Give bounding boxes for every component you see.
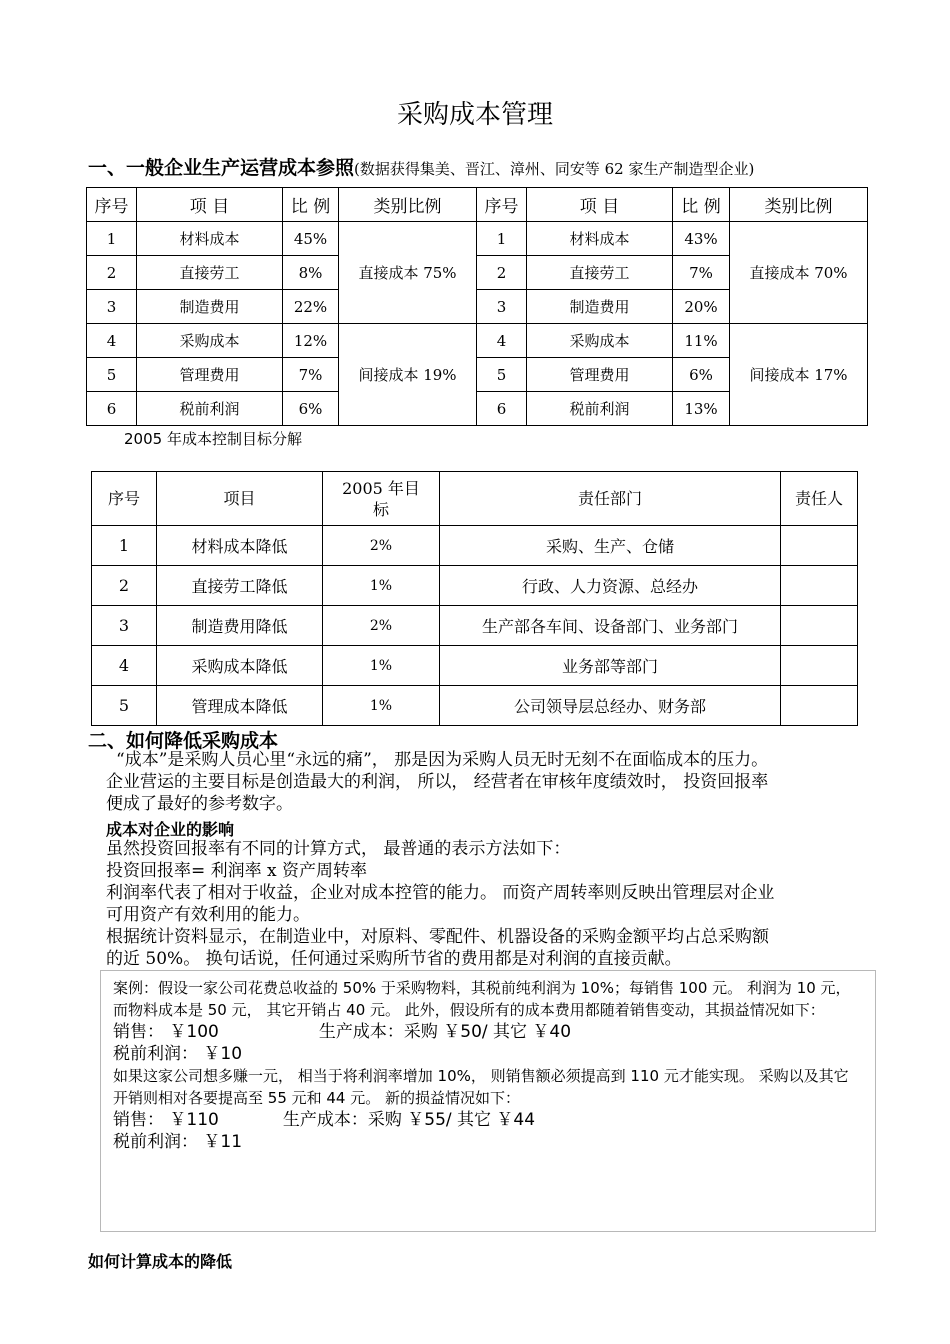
cell-person [781,526,858,566]
cell-item: 直接劳工 [137,256,283,290]
document-title: 采购成本管理 [396,100,553,130]
intro-line: 便成了最好的参考数字。 [106,794,293,814]
cell-item: 材料成本 [137,222,283,256]
cell-dept: 公司领导层总经办、财务部 [440,686,781,726]
header-category: 类别比例 [339,188,477,222]
cell-no: 5 [87,358,137,392]
body-line: 投资回报率= 利润率 x 资产周转率 [106,861,368,881]
table-row [92,686,858,726]
header-target-line1: 2005 年目 [342,478,420,498]
body-line: 利润率代表了相对于收益，企业对成本控管的能力。 而资产周转率则反映出管理层对企业 [106,883,775,903]
cost-reference-table [86,187,868,426]
table-row [92,646,858,686]
cell-group-indirect: 间接成本 17% [730,324,868,426]
table-header-row [92,472,858,526]
header-item: 项 目 [137,188,283,222]
cell-item: 材料成本 [527,222,673,256]
section2-body [106,838,886,970]
cell-target: 2% [323,606,440,646]
section2-heading: 二、如何降低采购成本 [88,730,279,752]
cell-no: 2 [87,256,137,290]
case-pl-line-1 [113,1021,863,1043]
table-header-row [87,188,868,222]
header-no: 序号 [477,188,527,222]
header-ratio: 比 例 [283,188,339,222]
cell-no: 6 [477,392,527,426]
cell-dept: 行政、人力资源、总经办 [440,566,781,606]
cell-no: 1 [477,222,527,256]
cell-target: 1% [323,566,440,606]
cell-dept: 采购、生产、仓储 [440,526,781,566]
section2-subheading: 成本对企业的影响 [106,820,235,839]
cell-no: 1 [87,222,137,256]
cell-target: 1% [323,646,440,686]
body-line: 可用资产有效利用的能力。 [106,905,310,925]
cell-item: 直接劳工 [527,256,673,290]
cell-item: 管理费用 [527,358,673,392]
cell-item: 采购成本降低 [157,646,323,686]
cell-ratio: 45% [283,222,339,256]
cell-item: 采购成本 [527,324,673,358]
section1-note: (数据获得集美、晋江、漳州、同安等 62 家生产制造型企业) [354,160,755,178]
cell-ratio: 7% [283,358,339,392]
case-paragraph-1: 案例：假设一家公司花费总收益的 50% 于采购物料，其税前纯利润为 10%；每销售 100 元。 利润为 10 元， 而物料成本是 50 元， 其它开销占 40 元。 此外，假设所有的成本费用都随着销售变动，其损益情况如下： [113,979,851,1019]
cell-no: 3 [87,290,137,324]
case-sales-1: 销售： ￥100 [113,1022,219,1042]
header-person: 责任人 [781,472,858,526]
case-profit-1: 税前利润： ￥10 [113,1044,243,1064]
cell-person [781,686,858,726]
cell-item: 采购成本 [137,324,283,358]
cell-no: 2 [92,566,157,606]
cell-item: 材料成本降低 [157,526,323,566]
cell-target: 1% [323,686,440,726]
header-ratio: 比 例 [673,188,730,222]
body-line: 虽然投资回报率有不同的计算方式， 最普通的表示方法如下： [106,839,571,859]
cell-ratio: 6% [283,392,339,426]
header-category: 类别比例 [730,188,868,222]
cell-group-direct: 直接成本 75% [339,222,477,324]
cell-no: 6 [87,392,137,426]
cell-dept: 业务部等部门 [440,646,781,686]
cell-ratio: 20% [673,290,730,324]
cell-no: 4 [477,324,527,358]
target-table-caption: 2005 年成本控制目标分解 [124,430,302,448]
cell-group-indirect: 间接成本 19% [339,324,477,426]
header-no: 序号 [87,188,137,222]
cell-ratio: 6% [673,358,730,392]
cell-target: 2% [323,526,440,566]
header-target [323,472,440,526]
body-line: 的近 50%。 换句话说，任何通过采购所节省的费用都是对利润的直接贡献。 [106,949,682,969]
header-item: 项目 [157,472,323,526]
cell-ratio: 12% [283,324,339,358]
cell-no: 4 [92,646,157,686]
intro-line: “成本”是采购人员心里“永远的痛”， 那是因为采购人员无时无刻不在面临成本的压力。 [116,750,769,770]
header-item: 项 目 [527,188,673,222]
table-row [92,606,858,646]
section2-intro [106,749,886,815]
cell-item: 税前利润 [137,392,283,426]
table-row [87,222,868,256]
cell-ratio: 13% [673,392,730,426]
cell-no: 5 [92,686,157,726]
cell-group-direct: 直接成本 70% [730,222,868,324]
cell-person [781,646,858,686]
cell-item: 制造费用降低 [157,606,323,646]
cell-no: 5 [477,358,527,392]
case-profit-2: 税前利润： ￥11 [113,1132,243,1152]
cell-dept: 生产部各车间、设备部门、业务部门 [440,606,781,646]
case-cost-2: 生产成本：采购 ￥55/ 其它 ￥44 [282,1110,536,1130]
cell-person [781,606,858,646]
cell-no: 3 [477,290,527,324]
header-target-line2: 标 [372,499,389,519]
cell-item: 直接劳工降低 [157,566,323,606]
case-pl-line-2 [113,1109,863,1131]
section1-heading [88,153,754,180]
case-paragraph-2: 如果这家公司想多赚一元， 相当于将利润率增加 10%， 则销售额必须提高到 110 元才能实现。 采购以及其它开销则相对各要提高至 55 元和 44 元。 新的损益情况如下： [113,1067,849,1107]
case-cost-1: 生产成本：采购 ￥50/ 其它 ￥40 [318,1022,572,1042]
table-row [92,566,858,606]
intro-line: 企业营运的主要目标是创造最大的利润， 所以， 经营者在审核年度绩效时， 投资回报率 [106,772,769,792]
cost-target-table [91,471,858,726]
cell-ratio: 43% [673,222,730,256]
cell-ratio: 11% [673,324,730,358]
case-study-box [100,970,876,1232]
cell-ratio: 7% [673,256,730,290]
header-dept: 责任部门 [440,472,781,526]
cell-no: 2 [477,256,527,290]
cell-ratio: 8% [283,256,339,290]
cell-no: 4 [87,324,137,358]
cell-no: 1 [92,526,157,566]
footer-heading: 如何计算成本的降低 [88,1252,233,1271]
body-line: 根据统计资料显示，在制造业中，对原料、零配件、机器设备的采购金额平均占总采购额 [106,927,769,947]
cell-ratio: 22% [283,290,339,324]
cell-item: 制造费用 [137,290,283,324]
cell-person [781,566,858,606]
case-sales-2: 销售： ￥110 [113,1110,219,1130]
cell-item: 管理费用 [137,358,283,392]
cell-item: 税前利润 [527,392,673,426]
table-row [92,526,858,566]
cell-item: 管理成本降低 [157,686,323,726]
cell-item: 制造费用 [527,290,673,324]
section1-heading-text: 一、一般企业生产运营成本参照 [88,157,355,179]
table-row [87,324,868,358]
header-no: 序号 [92,472,157,526]
cell-no: 3 [92,606,157,646]
